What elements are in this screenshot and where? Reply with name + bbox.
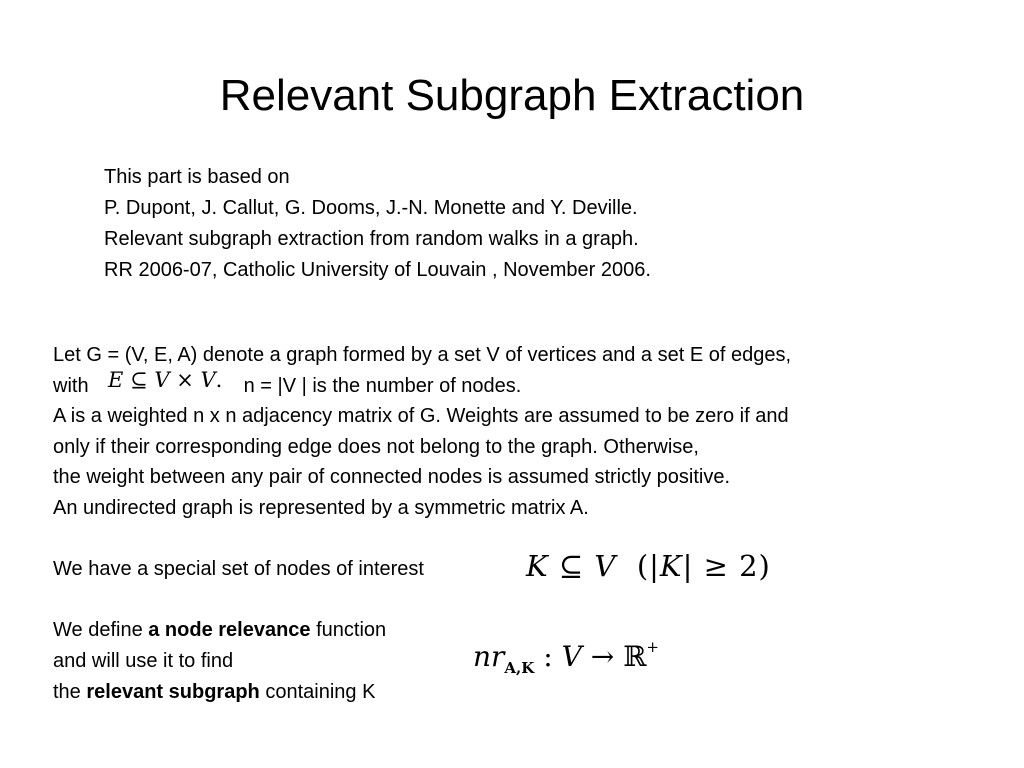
blank-line	[53, 585, 791, 616]
with-word: with	[53, 374, 89, 397]
interest-set-formula: K ⊆ V (|K| ≥ 2)	[526, 549, 771, 583]
node-count-text: n = |V | is the number of nodes.	[243, 374, 522, 397]
definition-line-1: Let G = (V, E, A) denote a graph formed by a set V of vertices and a set E of edges,	[53, 344, 792, 366]
relevance-line-1: We define a node relevance function	[53, 619, 387, 642]
reference-authors: P. Dupont, J. Callut, G. Dooms, J.-N. Monette and Y. Deville.	[104, 197, 638, 219]
reference-intro: This part is based on	[104, 166, 290, 188]
relevant-subgraph-bold: relevant subgraph	[86, 680, 260, 703]
adjacency-line-1: A is a weighted n x n adjacency matrix of G. Weights are assumed to be zero if and	[53, 405, 789, 428]
slide-title: Relevant Subgraph Extraction	[219, 71, 805, 120]
reference-publication: RR 2006-07, Catholic University of Louvain , November 2006.	[104, 259, 651, 281]
node-relevance-bold: a node relevance	[148, 619, 311, 642]
body-text	[53, 340, 791, 707]
reference-block	[104, 162, 651, 286]
edge-set-formula: E ⊆ V × V.	[108, 368, 223, 392]
adjacency-line-3: the weight between any pair of connected nodes is assumed strictly positive.	[53, 466, 731, 489]
reference-title: Relevant subgraph extraction from random walks in a graph.	[104, 228, 639, 250]
relevance-function-formula: $nr_{A,K}$ : V → ℝ+	[473, 638, 659, 677]
adjacency-line-2: only if their corresponding edge does not belong to the graph. Otherwise,	[53, 435, 699, 458]
interest-nodes-text: We have a special set of nodes of interest	[53, 558, 424, 581]
relevance-line-3: the relevant subgraph containing K	[53, 680, 376, 703]
relevance-line-2: and will use it to find	[53, 649, 234, 672]
adjacency-line-4: An undirected graph is represented by a symmetric matrix A.	[53, 496, 589, 519]
